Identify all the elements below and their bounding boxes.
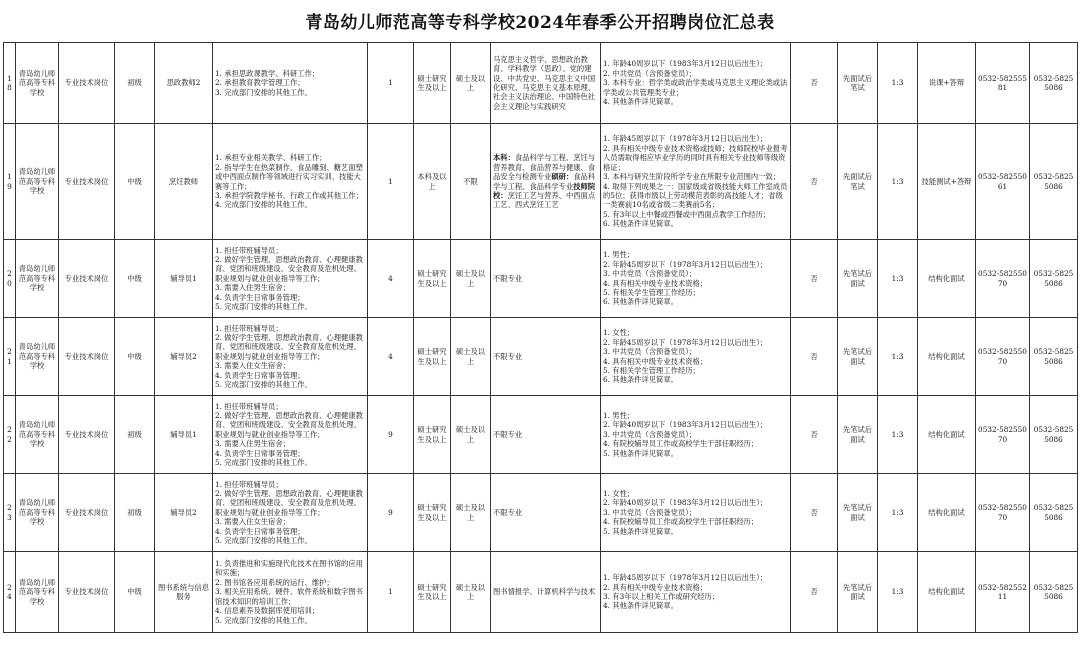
position-level-cell: 中级: [115, 240, 155, 318]
list-line: 4. 其他条件详见简章。: [603, 97, 678, 107]
duties-cell: [213, 124, 368, 240]
list-line: 1. 年龄45周岁以下（1978年3月12日以后出生）；: [603, 134, 768, 144]
major-cell: 不限专业: [491, 318, 601, 396]
position-number-cell: 19: [4, 124, 16, 240]
list-line: 4. 负责学生日常事务管理；: [215, 292, 305, 302]
list-line: 5. 完成部门安排的其他工作。: [215, 302, 312, 312]
exam-method-cell: 先笔试后面试: [838, 240, 878, 318]
position-level-cell: 中级: [115, 124, 155, 240]
degree-cell: 不限: [451, 124, 491, 240]
list-line: 3. 中共党员（含预备党员）；: [603, 429, 697, 439]
table-row: [4, 318, 1078, 396]
major-part-label: 技师院校：: [493, 181, 596, 200]
list-line: 4. 信息素养及数据库使用培训；: [215, 606, 320, 616]
duties-cell: [213, 43, 368, 124]
recruit-count-cell: 9: [368, 396, 414, 474]
list-line: 1. 女性；: [603, 488, 635, 498]
list-line: 4. 负责学生日常事务管理；: [215, 448, 305, 458]
position-type-cell: 专业技术岗位: [59, 552, 115, 633]
page-title: 青岛幼儿师范高等专科学校2024年春季公开招聘岗位汇总表: [305, 13, 775, 33]
exam-method-cell: 先面试后笔试: [838, 124, 878, 240]
position-type-cell: 专业技术岗位: [59, 474, 115, 552]
education-cell: 硕士研究生及以上: [414, 552, 451, 633]
list-line: 1. 男性；: [603, 250, 635, 260]
supervision-phone-cell: 0532-58255086: [1030, 474, 1078, 552]
position-name-cell: 图书系统与信息服务: [155, 552, 213, 633]
table-row: [4, 43, 1078, 124]
interview-format-cell: 结构化面试: [918, 474, 976, 552]
list-line: 4. 有院校辅导员工作或高校学生干部任职经历；: [603, 439, 759, 449]
post-cell: 否: [791, 240, 838, 318]
list-line: 5. 完成部门安排的其他工作。: [215, 536, 312, 546]
list-line: 4. 完成部门安排的其他工作。: [215, 200, 312, 210]
contact-phone-cell: 0532-58255070: [976, 318, 1030, 396]
interview-format-cell: 技能测试+答辩: [918, 124, 976, 240]
degree-cell: 硕士及以上: [451, 240, 491, 318]
position-number-cell: 23: [4, 474, 16, 552]
list-line: 4. 有院校辅导员工作或高校学生干部任职经历；: [603, 517, 759, 527]
position-level-cell: 中级: [115, 552, 155, 633]
list-line: 1. 承担专业相关教学、科研工作；: [215, 153, 327, 163]
major-part-text: 食品科学与工程、食品科学专业: [493, 172, 596, 191]
recruit-count-cell: 1: [368, 552, 414, 633]
table-row: [4, 474, 1078, 552]
contact-phone-cell: 0532-58255211: [976, 552, 1030, 633]
list-line: 2. 做好学生管理、思想政治教育、心理健康教育、党团和班级建设、安全教育及危机处理、职业规划与就业创业指导等工作；: [215, 410, 363, 439]
position-number-cell: 20: [4, 240, 16, 318]
education-cell: 硕士研究生及以上: [414, 240, 451, 318]
supervision-phone-cell: 0532-58255086: [1030, 43, 1078, 124]
major-cell: 不限专业: [491, 240, 601, 318]
major-cell: 马克思主义哲学、思想政治教育、学科教学（思政）、党的建设、中共党史、马克思主义中国化研究、马克思主义基本原理、社会主义法治理论、中国特色社会主义理论与实践研究: [491, 43, 601, 124]
major-part-label: 硕研：: [551, 172, 574, 182]
table-row: [4, 552, 1078, 633]
exam-method-cell: 先笔试后面试: [838, 396, 878, 474]
list-line: 5. 有3年以上中餐或西餐或中西面点教学工作经历；: [603, 209, 771, 219]
contact-phone-cell: 0532-58255061: [976, 124, 1030, 240]
interview-format-cell: 结构化面试: [918, 318, 976, 396]
major-cell: [491, 124, 601, 240]
position-level-cell: 初级: [115, 396, 155, 474]
list-line: 5. 完成部门安排的其他工作。: [215, 458, 312, 468]
ratio-cell: 1:3: [878, 474, 918, 552]
duties-cell: [213, 474, 368, 552]
employer-cell: 青岛幼儿师范高等专科学校: [16, 240, 59, 318]
ratio-cell: 1:3: [878, 124, 918, 240]
recruit-count-cell: 9: [368, 474, 414, 552]
duties-cell: [213, 552, 368, 633]
list-line: 6. 其他条件详见简章。: [603, 375, 678, 385]
education-cell: 硕士研究生及以上: [414, 318, 451, 396]
position-name-cell: 辅导员2: [155, 474, 213, 552]
list-line: 2. 中共党员（含预备党员）；: [603, 68, 697, 78]
title-bar: [0, 8, 1080, 38]
position-number-cell: 21: [4, 318, 16, 396]
major-part-text: 食品科学与工程、烹饪与营养教育、食品营养与健康、食品安全与检测专业: [493, 153, 596, 182]
list-line: 5. 其他条件详见简章。: [603, 526, 678, 536]
recruit-count-cell: 4: [368, 240, 414, 318]
list-line: 4. 负责学生日常事务管理；: [215, 370, 305, 380]
list-line: 1. 负责推进和实施现代化技术在图书馆的应用和实施；: [215, 559, 363, 578]
interview-format-cell: 结构化面试: [918, 552, 976, 633]
major-cell: 不限专业: [491, 474, 601, 552]
requirements-cell: [601, 43, 791, 124]
position-name-cell: 辅导员1: [155, 240, 213, 318]
list-line: 3. 中共党员（含预备党员）；: [603, 507, 697, 517]
requirements-cell: [601, 240, 791, 318]
list-line: 3. 相关应用系统、硬件、软件系统和数字图书馆技术知识的培训工作；: [215, 587, 363, 606]
list-line: 2. 具有相关中级专业技术资格或技师；技师院校毕业报考人员需取得相应毕业学历的同时具有相关专业技师等级资格证；: [603, 143, 788, 172]
table-row: [4, 124, 1078, 240]
list-line: 6. 其他条件详见简章。: [603, 219, 678, 229]
requirements-cell: [601, 396, 791, 474]
list-line: 1. 年龄45周岁以下（1978年3月12日以后出生）；: [603, 573, 768, 583]
major-part-text: 烹饪工艺与营养、中西面点工艺、西式烹饪工艺: [493, 190, 596, 210]
degree-cell: 硕士及以上: [451, 43, 491, 124]
supervision-phone-cell: 0532-58255086: [1030, 552, 1078, 633]
list-line: 3. 有3年以上相关工作或研究经历；: [603, 592, 720, 601]
supervision-phone-cell: 0532-58255086: [1030, 124, 1078, 240]
list-line: 1. 男性；: [603, 410, 635, 420]
major-part-label: 本科：: [493, 153, 515, 163]
post-cell: 否: [791, 43, 838, 124]
ratio-cell: 1:3: [878, 552, 918, 633]
table-row: [4, 396, 1078, 474]
list-line: 2. 承担教育教学管理工作；: [215, 78, 305, 88]
degree-cell: 硕士及以上: [451, 318, 491, 396]
list-line: 2. 图书馆各应用系统的运行、维护；: [215, 577, 334, 587]
degree-cell: 硕士及以上: [451, 552, 491, 633]
employer-cell: 青岛幼儿师范高等专科学校: [16, 124, 59, 240]
position-type-cell: 专业技术岗位: [59, 318, 115, 396]
position-level-cell: 中级: [115, 318, 155, 396]
post-cell: 否: [791, 124, 838, 240]
requirements-cell: [601, 318, 791, 396]
interview-format-cell: 结构化面试: [918, 240, 976, 318]
list-line: 6. 其他条件详见简章。: [603, 297, 678, 307]
major-cell: 不限专业: [491, 396, 601, 474]
employer-cell: 青岛幼儿师范高等专科学校: [16, 552, 59, 633]
position-number-cell: 22: [4, 396, 16, 474]
position-type-cell: 专业技术岗位: [59, 43, 115, 124]
list-line: 3. 需要入住女生宿舍；: [215, 361, 290, 371]
list-line: 1. 承担思政课教学、科研工作；: [215, 68, 320, 78]
education-cell: 硕士研究生及以上: [414, 396, 451, 474]
list-line: 3. 需要入住男生宿舍；: [215, 283, 290, 293]
education-cell: 硕士研究生及以上: [414, 474, 451, 552]
list-line: 2. 做好学生管理、思想政治教育、心理健康教育、党团和班级建设、安全教育及危机处理、职业规划与就业创业指导等工作；: [215, 332, 363, 361]
list-line: 5. 有相关学生管理工作经历；: [603, 365, 700, 375]
exam-method-cell: 先笔试后面试: [838, 474, 878, 552]
list-line: 2. 年龄45周岁以下（1978年3月12日以后出生）；: [603, 259, 768, 269]
recruit-count-cell: 1: [368, 43, 414, 124]
list-line: 1. 担任带班辅导员；: [215, 479, 283, 489]
post-cell: 否: [791, 474, 838, 552]
exam-method-cell: 先笔试后面试: [838, 552, 878, 633]
list-line: 4. 具有相关中级专业技术资格；: [603, 278, 708, 288]
list-line: 3. 需要入住男生宿舍；: [215, 439, 290, 449]
list-line: 4. 其他条件详见简章。: [603, 601, 678, 611]
post-cell: 否: [791, 552, 838, 633]
degree-cell: 硕士及以上: [451, 396, 491, 474]
post-cell: 否: [791, 396, 838, 474]
interview-format-cell: 说课+答辩: [918, 43, 976, 124]
ratio-cell: 1:3: [878, 43, 918, 124]
contact-phone-cell: 0532-58255070: [976, 240, 1030, 318]
position-level-cell: 初级: [115, 474, 155, 552]
major-cell: 图书情报学、计算机科学与技术: [491, 552, 601, 633]
requirements-cell: [601, 552, 791, 633]
list-line: 4. 负责学生日常事务管理；: [215, 526, 305, 536]
list-line: 3. 承担学院教学秘书、行政工作或其他工作；: [215, 190, 363, 200]
employer-cell: 青岛幼儿师范高等专科学校: [16, 318, 59, 396]
position-type-cell: 专业技术岗位: [59, 124, 115, 240]
education-cell: 硕士研究生及以上: [414, 43, 451, 124]
contact-phone-cell: 0532-58255070: [976, 474, 1030, 552]
list-line: 3. 中共党员（含预备党员）；: [603, 269, 697, 279]
list-line: 2. 指导学生在热菜制作、食品雕刻、糖艺面塑或中西面点制作等领域进行实习实训、技能大赛等工作；: [215, 162, 363, 191]
list-line: 2. 做好学生管理、思想政治教育、心理健康教育、党团和班级建设、安全教育及危机处理、职业规划与就业创业指导等工作；: [215, 254, 363, 283]
contact-phone-cell: 0532-58255070: [976, 396, 1030, 474]
list-line: 4. 具有相关中级专业技术资格；: [603, 356, 708, 366]
exam-method-cell: 先笔试后面试: [838, 318, 878, 396]
duties-cell: [213, 240, 368, 318]
position-type-cell: 专业技术岗位: [59, 240, 115, 318]
list-line: 3. 本科专业：哲学类或政治学类或马克思主义理论类或法学类或公共管理类专业；: [603, 78, 788, 97]
employer-cell: 青岛幼儿师范高等专科学校: [16, 43, 59, 124]
exam-method-cell: 先面试后笔试: [838, 43, 878, 124]
list-line: 1. 担任带班辅导员；: [215, 401, 283, 411]
list-line: 5. 有相关学生管理工作经历；: [603, 287, 700, 297]
employer-cell: 青岛幼儿师范高等专科学校: [16, 474, 59, 552]
position-name-cell: 辅导员1: [155, 396, 213, 474]
position-number-cell: 24: [4, 552, 16, 633]
requirements-cell: [601, 124, 791, 240]
list-line: 3. 需要入住女生宿舍；: [215, 517, 290, 527]
list-line: 5. 完成部门安排的其他工作。: [215, 615, 312, 625]
list-line: 2. 年龄40周岁以下（1983年3月12日以后出生）；: [603, 498, 768, 508]
list-line: 1. 女性；: [603, 328, 635, 338]
position-name-cell: 烹饪教师: [155, 124, 213, 240]
list-line: 2. 年龄45周岁以下（1978年3月12日以后出生）；: [603, 337, 768, 347]
list-line: 5. 完成部门安排的其他工作。: [215, 380, 312, 390]
list-line: 2. 具有相关中级专业技术资格；: [603, 582, 708, 592]
degree-cell: 硕士及以上: [451, 474, 491, 552]
list-line: 1. 担任带班辅导员；: [215, 323, 283, 333]
table-row: [4, 240, 1078, 318]
list-line: 1. 担任带班辅导员；: [215, 245, 283, 255]
duties-cell: [213, 396, 368, 474]
supervision-phone-cell: 0532-58255086: [1030, 396, 1078, 474]
position-number-cell: 18: [4, 43, 16, 124]
recruit-count-cell: 1: [368, 124, 414, 240]
position-name-cell: 辅导员2: [155, 318, 213, 396]
duties-cell: [213, 318, 368, 396]
post-cell: 否: [791, 318, 838, 396]
list-line: 2. 年龄40周岁以下（1983年3月12日以后出生）；: [603, 420, 768, 430]
requirements-cell: [601, 474, 791, 552]
list-line: 5. 其他条件详见简章。: [603, 448, 678, 458]
supervision-phone-cell: 0532-58255086: [1030, 240, 1078, 318]
recruit-count-cell: 4: [368, 318, 414, 396]
ratio-cell: 1:3: [878, 240, 918, 318]
ratio-cell: 1:3: [878, 396, 918, 474]
list-line: 3. 中共党员（含预备党员）；: [603, 347, 697, 357]
position-level-cell: 初级: [115, 43, 155, 124]
position-name-cell: 思政教师2: [155, 43, 213, 124]
education-cell: 本科及以上: [414, 124, 451, 240]
list-line: 2. 做好学生管理、思想政治教育、心理健康教育、党团和班级建设、安全教育及危机处理、职业规划与就业创业指导等工作；: [215, 488, 363, 517]
list-line: 3. 本科与研究生阶段所学专业在所限专业范围内一致；: [603, 172, 781, 182]
employer-cell: 青岛幼儿师范高等专科学校: [16, 396, 59, 474]
list-line: 1. 年龄40周岁以下（1983年3月12日以后出生）；: [603, 59, 768, 69]
positions-table: [3, 42, 1078, 633]
contact-phone-cell: 0532-58255581: [976, 43, 1030, 124]
ratio-cell: 1:3: [878, 318, 918, 396]
list-line: 3. 完成部门安排的其他工作。: [215, 87, 312, 97]
interview-format-cell: 结构化面试: [918, 396, 976, 474]
list-line: 4. 取得下列成果之一：国家级或省级技能大师工作室成员的5位；获得市级以上劳动模范表彰的高技能人才；省级一类赛前10名或省级二类赛前5名；: [603, 181, 788, 210]
position-type-cell: 专业技术岗位: [59, 396, 115, 474]
supervision-phone-cell: 0532-58255086: [1030, 318, 1078, 396]
